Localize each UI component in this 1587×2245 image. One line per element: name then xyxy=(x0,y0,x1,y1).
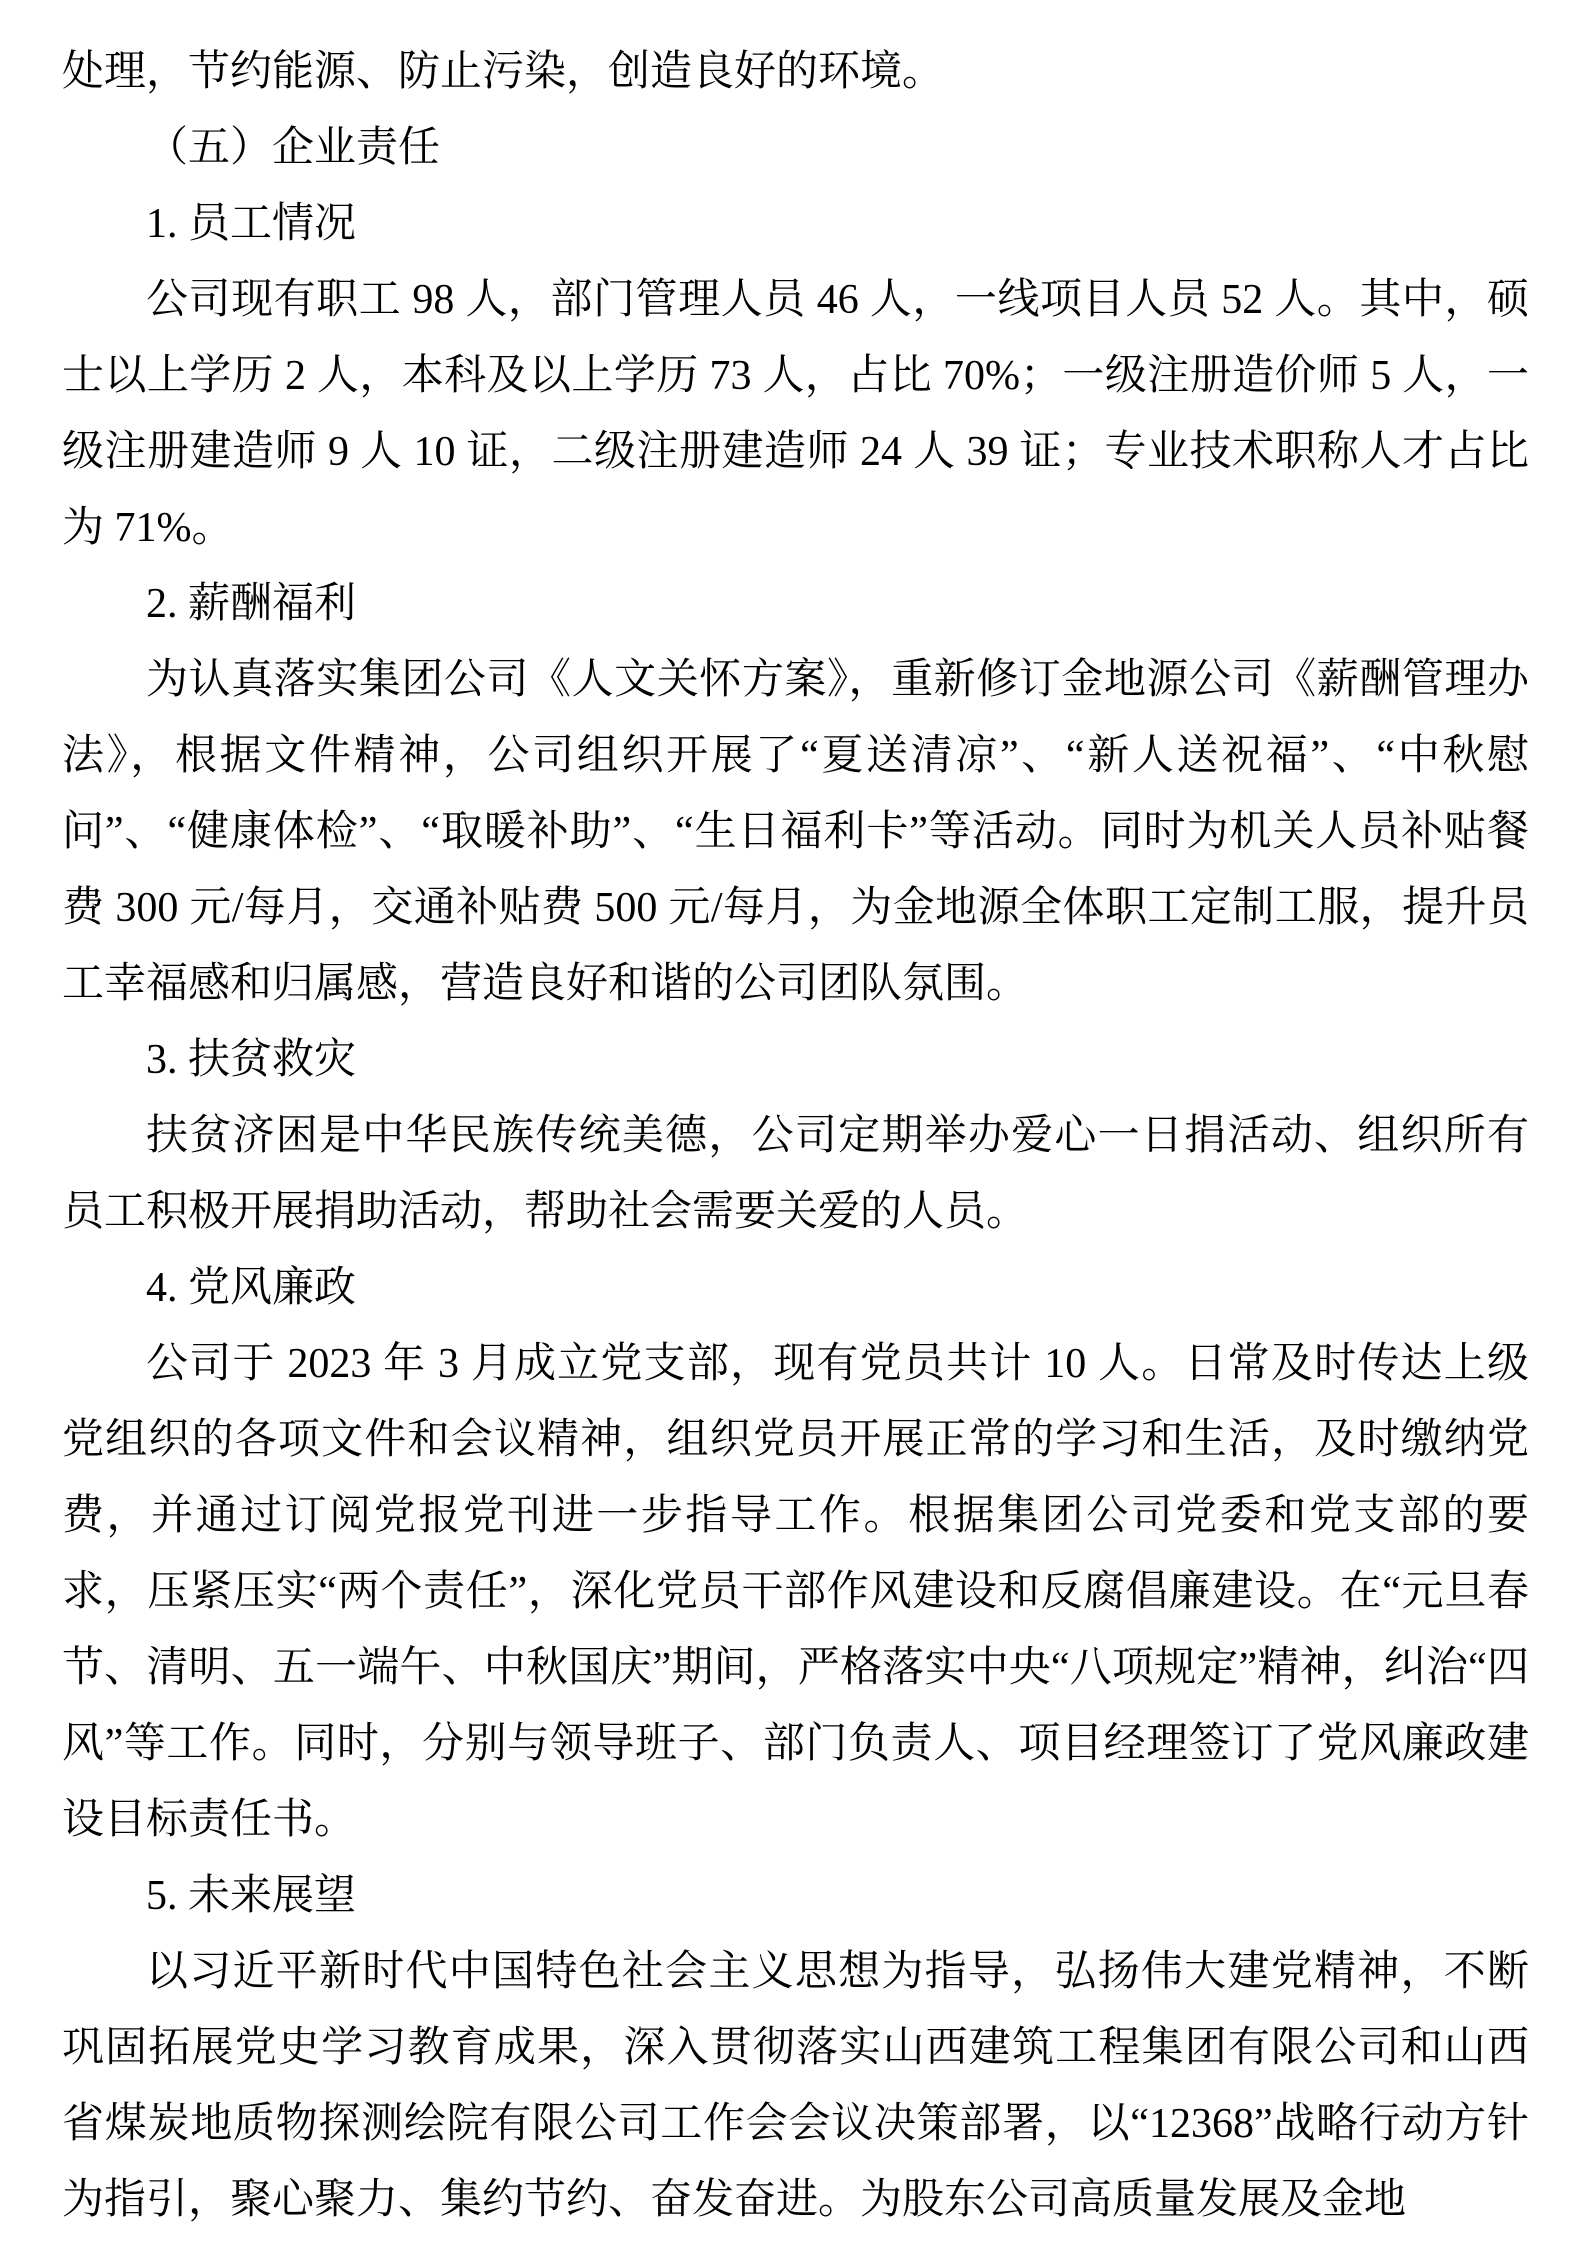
subheading-1-employee-situation: 1. 员工情况 xyxy=(146,201,357,247)
paragraph-continuation: 处理，节约能源、防止污染，创造良好的环境。 xyxy=(62,49,945,95)
subheading-4-party-conduct: 4. 党风廉政 xyxy=(146,1265,357,1311)
paragraph-party-conduct: 公司于 2023 年 3 月成立党支部，现有党员共计 10 人。日常及时传达上级党组织的各项文件和会议精神，组织党员开展正常的学习和生活，及时缴纳党费，并通过订阅党报党刊进一步指导工作。根据集团公司党委和党支部的要求，压紧压实“两个责任”，深化党员干部作风建设和反腐倡廉建设。在“元旦春节、清明、五一端午、中秋国庆”期间，严格落实中央“八项规定”精神，纠治“四风”等工作。同时，分别与领导班子、部门负责人、项目经理签订了党风廉政建设目标责任书。 xyxy=(62,1341,1529,1843)
paragraph-salary-welfare: 为认真落实集团公司《人文关怀方案》，重新修订金地源公司《薪酬管理办法》，根据文件精神，公司组织开展了“夏送清凉”、“新人送祝福”、“中秋慰问”、“健康体检”、“取暖补助”、“生日福利卡”等活动。同时为机关人员补贴餐费 300 元/每月，交通补贴费 500 元/每月，为金地源全体职工定制工服，提升员工幸福感和归属感，营造良好和谐的公司团队氛围。 xyxy=(62,657,1529,1007)
subheading-3-poverty-relief: 3. 扶贫救灾 xyxy=(146,1037,357,1083)
paragraph-poverty-relief: 扶贫济困是中华民族传统美德，公司定期举办爱心一日捐活动、组织所有员工积极开展捐助活动，帮助社会需要关爱的人员。 xyxy=(62,1113,1529,1235)
paragraph-future-outlook: 以习近平新时代中国特色社会主义思想为指导，弘扬伟大建党精神，不断巩固拓展党史学习教育成果，深入贯彻落实山西建筑工程集团有限公司和山西省煤炭地质物探测绘院有限公司工作会会议决策部署，以“12368”战略行动方针为指引，聚心聚力、集约节约、奋发奋进。为股东公司高质量发展及金地 xyxy=(62,1949,1529,2223)
subheading-2-salary-welfare: 2. 薪酬福利 xyxy=(146,581,357,627)
section-heading-5-enterprise-responsibility: （五）企业责任 xyxy=(146,125,441,171)
subheading-5-future-outlook: 5. 未来展望 xyxy=(146,1873,357,1919)
paragraph-employee-situation: 公司现有职工 98 人，部门管理人员 46 人，一线项目人员 52 人。其中，硕士以上学历 2 人，本科及以上学历 73 人，占比 70%；一级注册造价师 5 人，一级注册建造师 9 人 10 证，二级注册建造师 24 人 39 证；专业技术职称人才占比为 71%。 xyxy=(62,277,1529,551)
